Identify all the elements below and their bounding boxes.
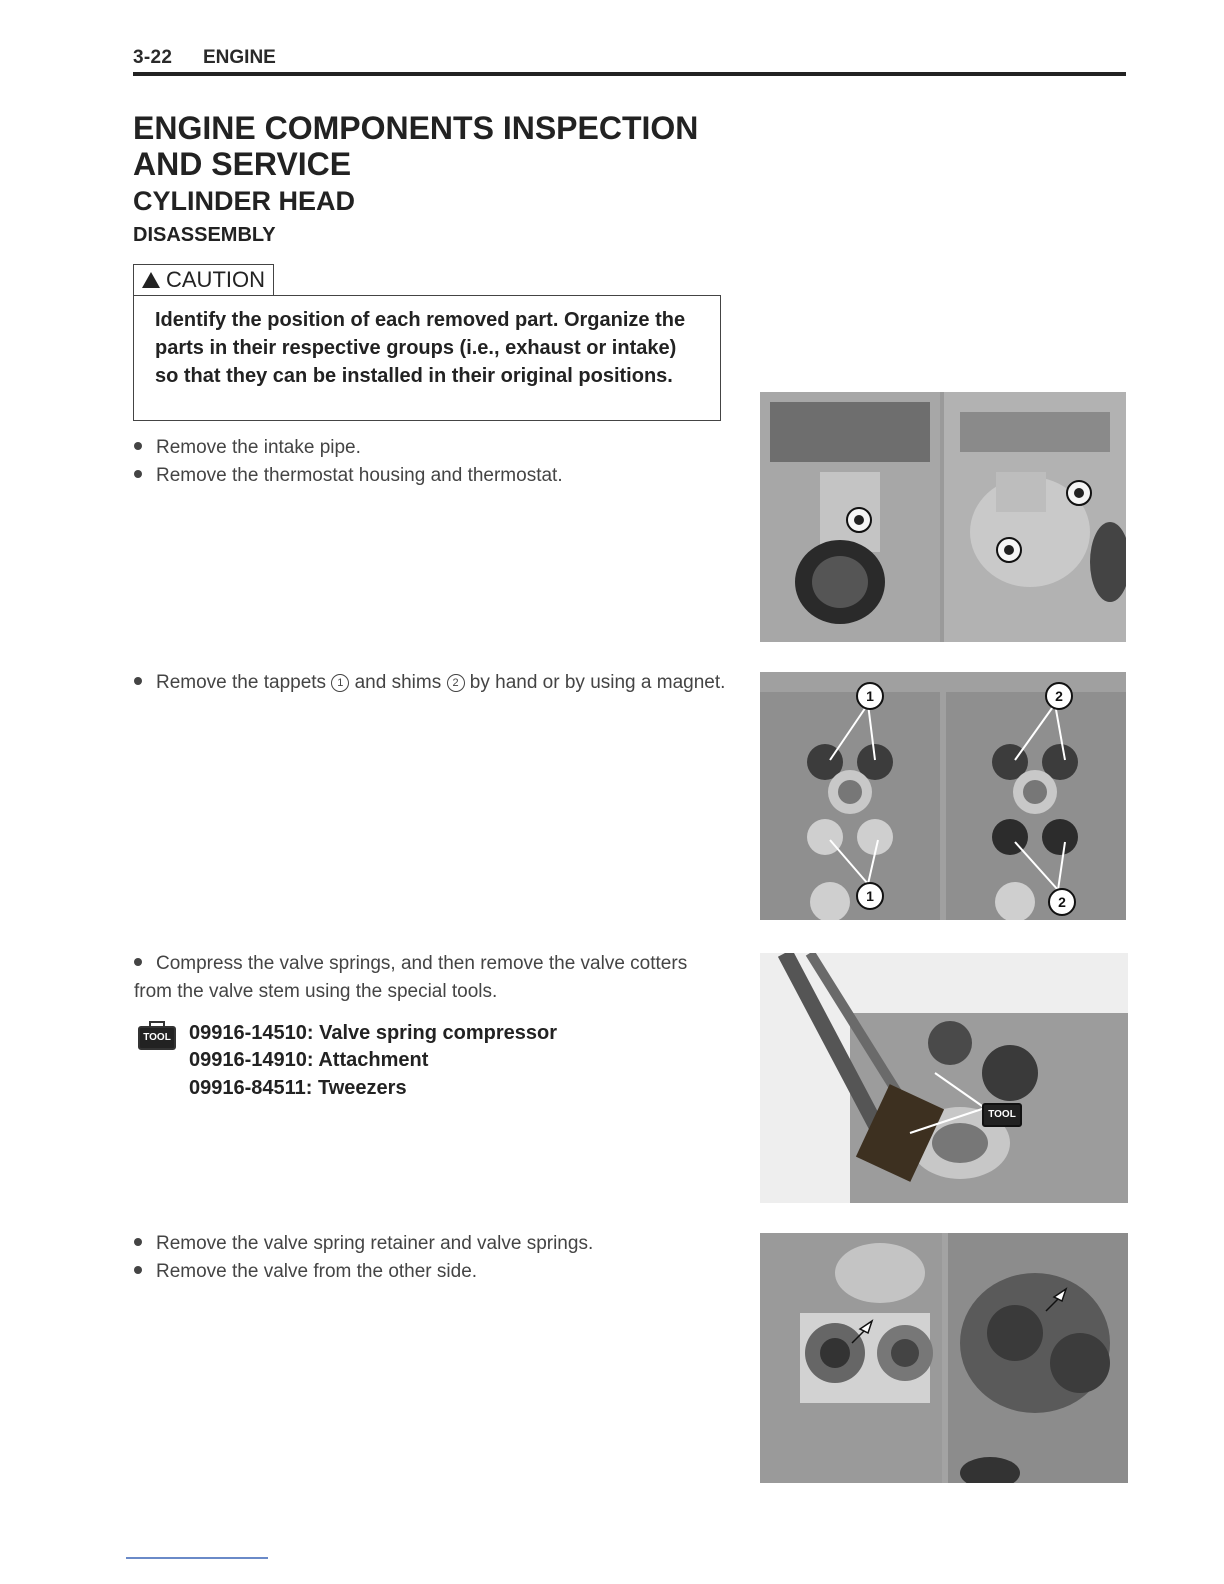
marker-icon xyxy=(996,537,1022,563)
caution-label: CAUTION xyxy=(133,264,274,295)
section-name: ENGINE xyxy=(203,47,276,68)
warning-icon xyxy=(142,272,160,288)
page-title: ENGINE COMPONENTS INSPECTION AND SERVICE xyxy=(133,110,699,182)
section-subtitle: CYLINDER HEAD xyxy=(133,186,356,216)
callout-1-icon: 1 xyxy=(856,882,884,910)
step-remove-thermostat: Remove the thermostat housing and thermostat. xyxy=(134,462,729,490)
callout-2-icon: 2 xyxy=(447,674,465,692)
bullet-icon xyxy=(134,1266,142,1274)
step-remove-valve: Remove the valve from the other side. xyxy=(134,1258,729,1286)
bullet-icon xyxy=(134,442,142,450)
bullet-icon xyxy=(134,677,142,685)
photo-valve-spring-compressor xyxy=(760,953,1128,1203)
callout-1-icon: 1 xyxy=(856,682,884,710)
bullet-icon xyxy=(134,470,142,478)
tool-item: 09916-14510: Valve spring compressor xyxy=(189,1022,557,1044)
tool-icon: TOOL xyxy=(982,1103,1022,1127)
footer-rule xyxy=(126,1557,268,1559)
tool-icon: TOOL xyxy=(138,1026,176,1050)
caution-text: Identify the position of each removed part. Organize the parts in their respective groups (i.e., exhaust or intake) so that they can be installed in their original positions. xyxy=(155,309,686,387)
marker-icon xyxy=(846,507,872,533)
bullet-icon xyxy=(134,1238,142,1246)
tool-item: 09916-14910: Attachment xyxy=(189,1049,429,1071)
step-remove-tappets: Remove the tappets 1 and shims 2 by hand or by using a magnet. xyxy=(134,669,726,697)
step-remove-intake-pipe: Remove the intake pipe. xyxy=(134,434,729,462)
page-number: 3-22 xyxy=(133,47,173,68)
photo-valve-removal xyxy=(760,1233,1128,1483)
photo-tappets-shims xyxy=(760,672,1126,920)
photo-intake-thermostat xyxy=(760,392,1126,642)
subheading: DISASSEMBLY xyxy=(133,224,276,246)
callout-2-icon: 2 xyxy=(1045,682,1073,710)
callout-2-icon: 2 xyxy=(1048,888,1076,916)
callout-1-icon: 1 xyxy=(331,674,349,692)
step-remove-retainer: Remove the valve spring retainer and valve springs. xyxy=(134,1230,729,1258)
bullet-icon xyxy=(134,958,142,966)
marker-icon xyxy=(1066,480,1092,506)
tool-item: 09916-84511: Tweezers xyxy=(189,1077,407,1099)
header-rule xyxy=(133,72,1126,76)
step-compress-springs: Compress the valve springs, and then remove the valve cotters from the valve stem using the special tools. xyxy=(134,953,688,1002)
